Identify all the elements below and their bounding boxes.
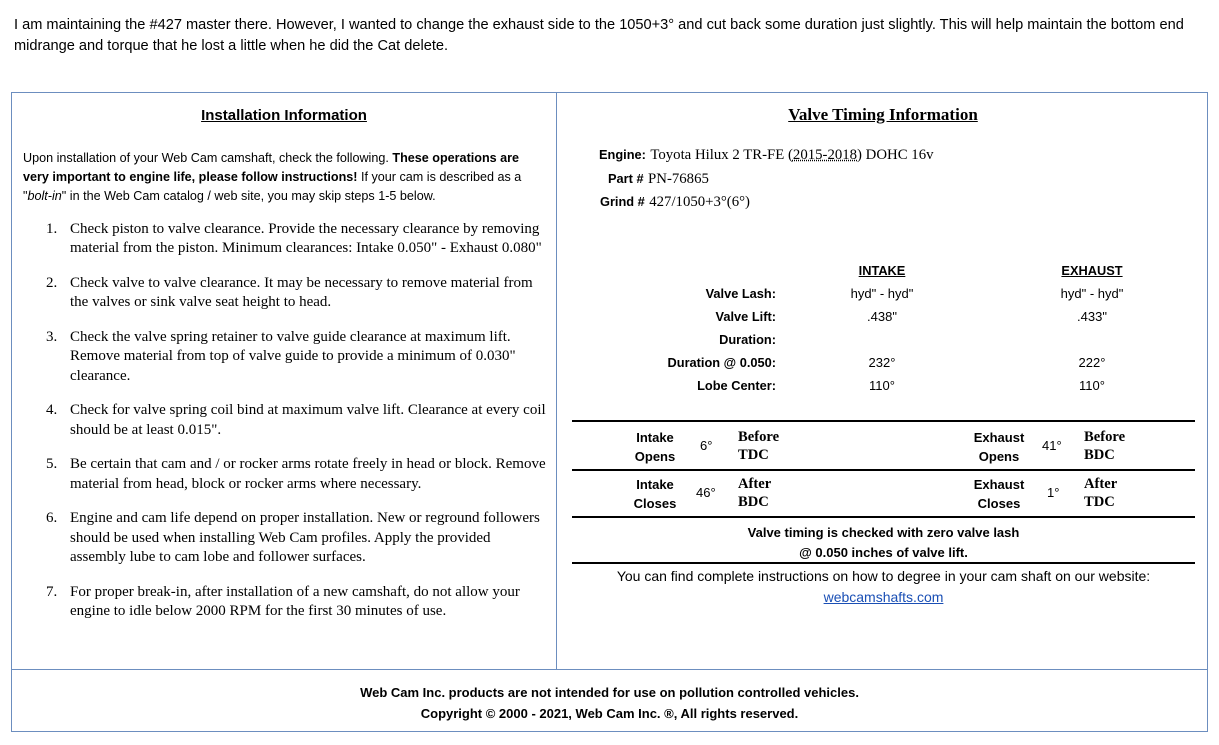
valve-lash-note: Valve timing is checked with zero valve lash @ 0.050 inches of valve lift. bbox=[747, 525, 1020, 560]
step-item: 3. Check the valve spring retainer to valve guide clearance at maximum lift. Remove material from top of valve guide to provide a minimum of 0.030" clearance. bbox=[46, 328, 516, 384]
installation-intro: Upon installation of your Web Cam camshaft, check the following. These operations are very important to engine life, please follow instructions! If your cam is described as a "bolt-in" in the Web Cam catalog / web site, you may skip steps 1-5 below. bbox=[23, 151, 522, 203]
column-divider bbox=[556, 93, 557, 669]
website-link[interactable]: webcamshafts.com bbox=[823, 589, 944, 605]
intake-value: 232° bbox=[868, 355, 896, 370]
exhaust-opens-label: Exhaust Opens bbox=[973, 430, 1025, 464]
cam-card bbox=[11, 92, 1208, 732]
step-item: 2. Check valve to valve clearance. It may be necessary to remove material from the valves or sink valve seat height to head. bbox=[46, 274, 533, 311]
intake-opens-label: Intake Opens bbox=[634, 430, 676, 464]
exhaust-value: .433" bbox=[1077, 309, 1107, 324]
table-rule bbox=[572, 420, 1195, 422]
exhaust-value: 110° bbox=[1079, 378, 1105, 393]
exhaust-closes-label: Exhaust Closes bbox=[973, 477, 1025, 511]
step-item: 7. For proper break-in, after installation of a new camshaft, do not allow your engine to idle below 2000 RPM for the first 30 minutes of use. bbox=[46, 583, 520, 619]
part-line: Part # PN-76865 bbox=[608, 171, 709, 187]
timing-title: Valve Timing Information bbox=[788, 105, 978, 124]
intake-value: hyd" - hyd" bbox=[850, 286, 914, 301]
grind-line: Grind # 427/1050+3°(6°) bbox=[600, 194, 750, 210]
table-rule bbox=[572, 516, 1195, 518]
intake-closes-label: Intake Closes bbox=[633, 477, 677, 511]
exhaust-closes-reference: After TDC bbox=[1084, 476, 1118, 510]
intake-closes-degrees: 46° bbox=[696, 485, 716, 500]
exhaust-value: 222° bbox=[1078, 355, 1106, 370]
exhaust-value: hyd" - hyd" bbox=[1060, 286, 1124, 301]
table-rule bbox=[572, 469, 1195, 471]
spec-label: Duration: bbox=[719, 332, 776, 347]
spec-label: Valve Lash: bbox=[705, 286, 776, 301]
engine-line: Engine: Toyota Hilux 2 TR-FE (2015-2018) DOHC 16v bbox=[599, 147, 934, 163]
footer-text: Web Cam Inc. products are not intended for use on pollution controlled vehicles. Copyright © 2000 - 2021, Web Cam Inc. ®, All rights reserved. bbox=[360, 685, 859, 721]
intake-value: 110° bbox=[869, 378, 895, 393]
step-item: 6. Engine and cam life depend on proper installation. New or reground followers should be used when installing Web Cam profiles. Apply the provided assembly lube to cam lobe and follower surfaces. bbox=[46, 510, 540, 565]
intake-closes-reference: After BDC bbox=[738, 476, 772, 510]
footer-divider bbox=[12, 669, 1207, 670]
intake-opens-degrees: 6° bbox=[700, 438, 713, 453]
installation-steps bbox=[12, 220, 556, 636]
step-item: 5. Be certain that cam and / or rocker arms rotate freely in head or block. Remove material from head, block or rocker arms where necessary. bbox=[46, 456, 546, 492]
intake-value: .438" bbox=[867, 309, 897, 324]
step-item: 4. Check for valve spring coil bind at maximum valve lift. Clearance at every coil should be at least 0.015". bbox=[46, 402, 546, 438]
installation-title: Installation Information bbox=[201, 107, 367, 124]
spec-label: Valve Lift: bbox=[715, 309, 776, 324]
exhaust-header: EXHAUST bbox=[1061, 263, 1123, 278]
spec-label: Lobe Center: bbox=[697, 378, 776, 393]
exhaust-closes-degrees: 1° bbox=[1047, 485, 1060, 500]
exhaust-opens-reference: Before BDC bbox=[1084, 429, 1126, 463]
intake-opens-reference: Before TDC bbox=[738, 429, 780, 463]
intake-header: INTAKE bbox=[858, 263, 906, 278]
spec-label: Duration @ 0.050: bbox=[667, 355, 776, 370]
website-note: You can find complete instructions on how to degree in your cam shaft on our website: webcamshafts.com bbox=[616, 568, 1151, 605]
step-item: 1. Check piston to valve clearance. Provide the necessary clearance by removing material from the piston. Minimum clearances: Intake 0.050" - Exhaust 0.080" bbox=[46, 221, 542, 257]
customer-note: I am maintaining the #427 master there. However, I wanted to change the exhaust side to the 1050+3° and cut back some duration just slightly. This will help maintain the bottom end midrange and torque that he lost a little when he did the Cat delete. bbox=[14, 17, 1184, 54]
exhaust-opens-degrees: 41° bbox=[1042, 438, 1062, 453]
